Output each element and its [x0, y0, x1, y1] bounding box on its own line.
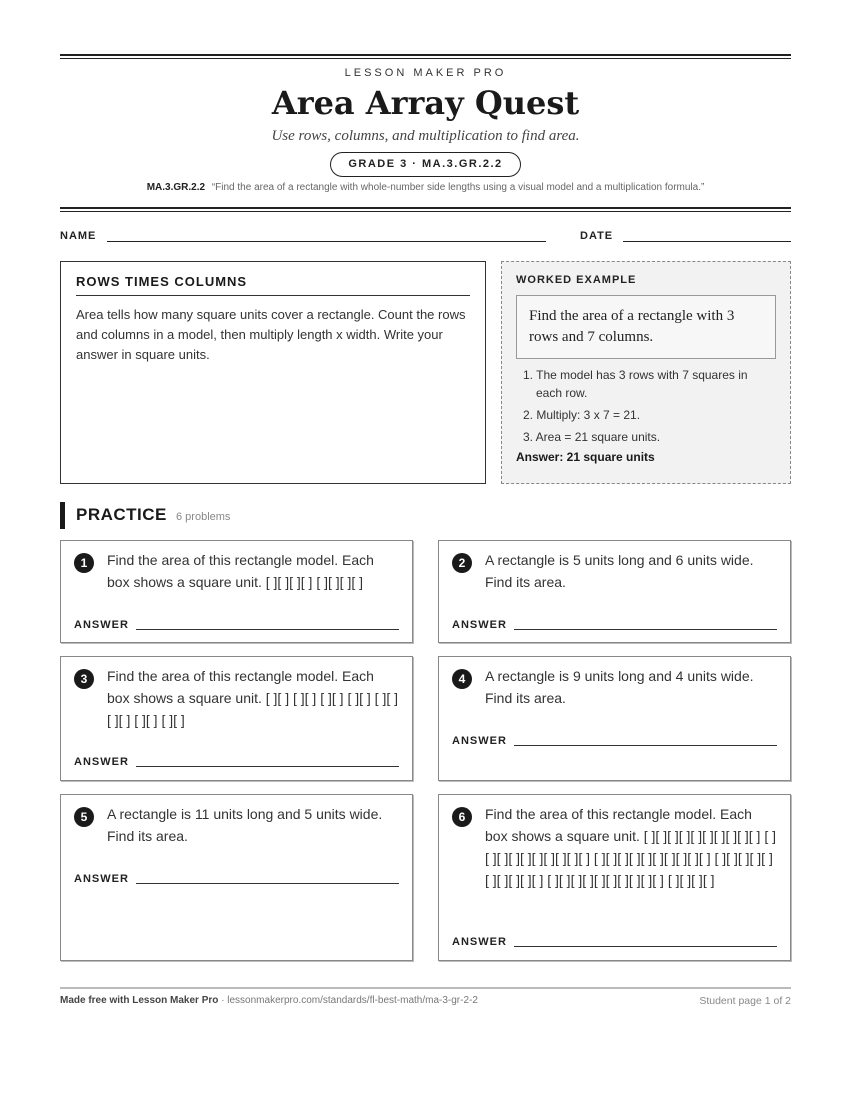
standard-description: [60, 182, 791, 193]
top-double-rule: [60, 54, 791, 59]
problem-number-badge: 3: [74, 669, 94, 689]
footer-made-with: Made free with Lesson Maker Pro: [60, 995, 219, 1006]
concept-box: [60, 261, 486, 484]
concept-heading: ROWS TIMES COLUMNS: [76, 274, 470, 296]
grade-standard-badge: GRADE 3 · MA.3.GR.2.2: [330, 152, 521, 177]
problem-card-4: [438, 656, 791, 781]
problem-number-badge: 5: [74, 807, 94, 827]
standard-code: MA.3.GR.2.2: [146, 182, 206, 193]
problem-text: Find the area of this rectangle model. Each box shows a square unit. [ ][ ][ ][ ][ ][ ][ ][ ][ ][ ] [ ][ ][ ][ ][ ][ ][ ][ ][ ][ ] [ ][ ][ ][ ][ ][ ][ ][ ][ ][ ] [ ][ ][ ][ ][ ][ ][ ][ ][ ][ ] [ ][ ][ ][ ][ ][ ][ ][ ][ ][ ] [ ][ ][ ][ ]: [485, 806, 777, 888]
date-field[interactable]: [623, 241, 791, 242]
answer-label: ANSWER: [74, 756, 129, 768]
problem-card-1: [60, 540, 413, 643]
problem-number-badge: 2: [452, 553, 472, 573]
footer-divider: [60, 987, 791, 989]
problem-text: A rectangle is 5 units long and 6 units wide. Find its area.: [485, 552, 754, 590]
practice-heading: PRACTICE: [76, 505, 167, 524]
name-field[interactable]: [107, 241, 546, 242]
problem-text: Find the area of this rectangle model. Each box shows a square unit. [ ][ ][ ][ ] [ ][ ][ ][ ]: [107, 552, 374, 590]
worked-example-step: 2. Multiply: 3 x 7 = 21.: [523, 408, 641, 422]
answer-line-2[interactable]: [514, 629, 777, 630]
date-label: DATE: [580, 230, 614, 242]
footer-url[interactable]: · lessonmakerpro.com/standards/fl-best-math/ma-3-gr-2-2: [218, 995, 478, 1006]
answer-line-4[interactable]: [514, 745, 777, 746]
practice-count: 6 problems: [176, 511, 231, 523]
problem-text: Find the area of this rectangle model. Each box shows a square unit. [ ][ ] [ ][ ] [ ][ ] [ ][ ] [ ][ ] [ ][ ] [ ][ ] [ ][ ]: [107, 668, 399, 728]
worked-example-step: 1. The model has 3 rows with 7 squares in each row.: [523, 368, 748, 400]
answer-line-6[interactable]: [514, 946, 777, 947]
page-subtitle: Use rows, columns, and multiplication to find area.: [271, 128, 580, 144]
concept-body: Area tells how many square units cover a rectangle. Count the rows and columns in a model, then multiply length x width. Write your answer in square units.: [76, 307, 466, 362]
problem-text: A rectangle is 9 units long and 4 units wide. Find its area.: [485, 668, 754, 706]
header-bottom-double-rule: [60, 207, 791, 212]
footer-credit: [60, 995, 478, 1006]
problem-card-3: [60, 656, 413, 781]
footer-page-number: Student page 1 of 2: [699, 995, 791, 1007]
problem-card-2: [438, 540, 791, 643]
worked-example-step: 3. Area = 21 square units.: [523, 430, 661, 444]
answer-label: ANSWER: [74, 873, 129, 885]
answer-line-1[interactable]: [136, 629, 399, 630]
worked-example-answer: Answer: 21 square units: [516, 450, 655, 464]
problem-text: A rectangle is 11 units long and 5 units wide. Find its area.: [107, 806, 383, 844]
answer-label: ANSWER: [74, 619, 129, 631]
answer-line-5[interactable]: [136, 883, 399, 884]
answer-line-3[interactable]: [136, 766, 399, 767]
problem-card-6: [438, 794, 791, 961]
problem-card-5: [60, 794, 413, 961]
page-title: Area Array Quest: [271, 84, 580, 122]
problem-number-badge: 4: [452, 669, 472, 689]
answer-label: ANSWER: [452, 735, 507, 747]
worked-example-prompt: Find the area of a rectangle with 3 rows and 7 columns.: [516, 295, 776, 359]
name-label: NAME: [60, 230, 97, 242]
worked-example-box: [501, 261, 791, 484]
answer-label: ANSWER: [452, 936, 507, 948]
brand-name: LESSON MAKER PRO: [344, 67, 507, 79]
problem-number-badge: 1: [74, 553, 94, 573]
answer-label: ANSWER: [452, 619, 507, 631]
problem-number-badge: 6: [452, 807, 472, 827]
worked-example-heading: WORKED EXAMPLE: [516, 274, 637, 286]
worked-example-steps: [516, 366, 776, 446]
worksheet-page: [60, 0, 791, 1100]
practice-accent-bar: [60, 502, 65, 529]
standard-text: “Find the area of a rectangle with whole-number side lengths using a visual model and a multiplication formula.”: [211, 182, 705, 193]
